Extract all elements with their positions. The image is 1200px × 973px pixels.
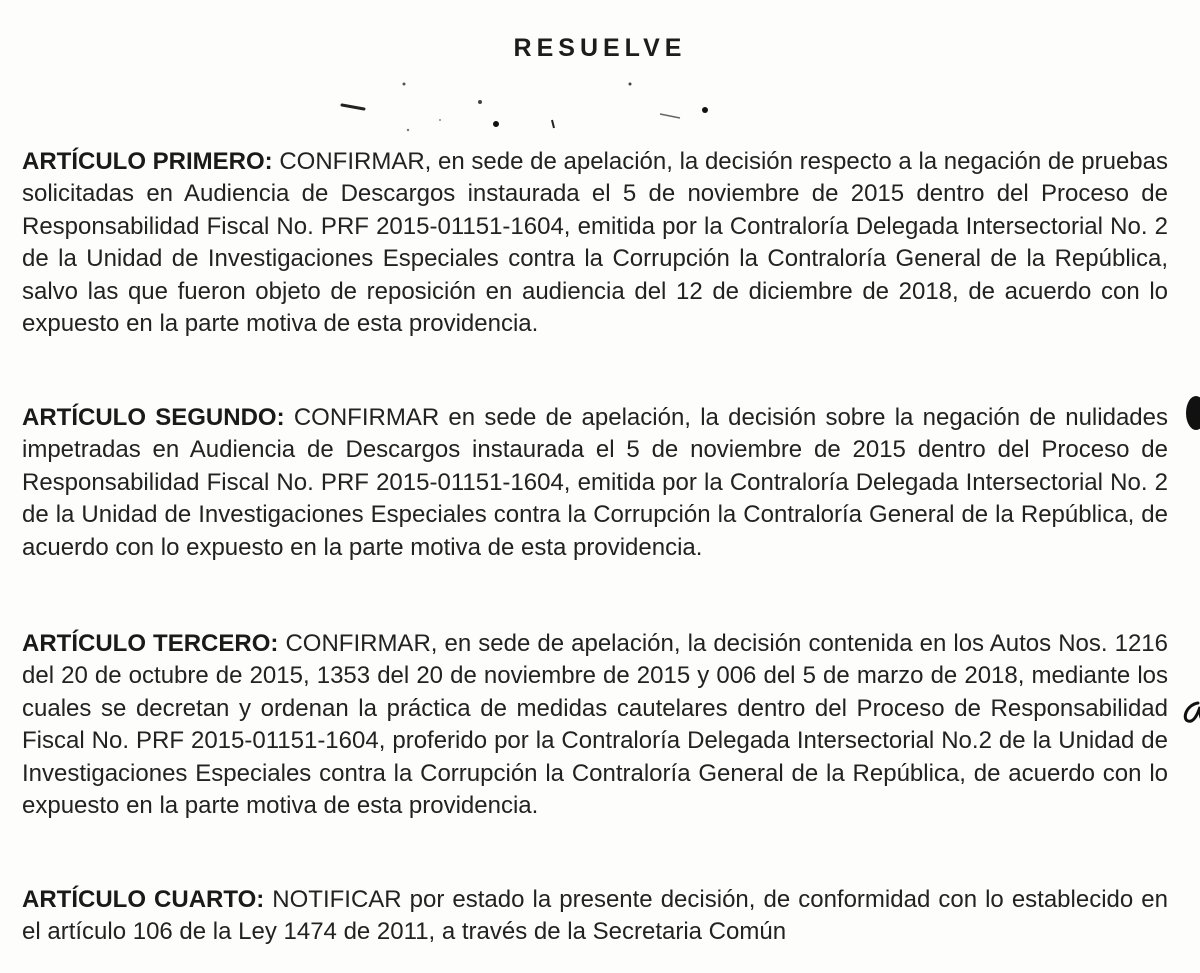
margin-handwriting-mark bbox=[1174, 693, 1200, 733]
article-segundo-label: ARTÍCULO SEGUNDO: bbox=[22, 404, 285, 431]
section-heading: RESUELVE bbox=[513, 34, 687, 62]
article-cuarto-label: ARTÍCULO CUARTO: bbox=[22, 886, 265, 913]
scan-speckles bbox=[320, 72, 740, 142]
article-primero bbox=[22, 146, 1168, 340]
article-tercero-text: CONFIRMAR, en sede de apelación, la decisión contenida en los Autos Nos. 1216 del 20 de octubre de 2015, 1353 del 20 de noviembre de 2015 y 006 del 5 de marzo de 2018, mediante los cuales se decretan y ordenan la práctica de medidas cautelares dentro del Proceso de Responsabilidad Fiscal No. PRF 2015-01151-1604, proferido por la Contraloría Delegada Intersectorial No.2 de la Unidad de Investigaciones Especiales contra la Corrupción la Contraloría General de la República, de acuerdo con lo expuesto en la parte motiva de esta providencia. bbox=[22, 630, 1169, 820]
article-tercero-label: ARTÍCULO TERCERO: bbox=[22, 630, 279, 657]
article-cuarto bbox=[22, 884, 1168, 949]
margin-ink-mark bbox=[1186, 396, 1200, 430]
article-segundo bbox=[22, 402, 1168, 564]
article-tercero bbox=[22, 628, 1168, 822]
article-segundo-text: CONFIRMAR en sede de apelación, la decisión sobre la negación de nulidades impetradas en Audiencia de Descargos instaurada el 5 de noviembre de 2015 dentro del Proceso de Responsabilidad Fiscal No. PRF 2015-01151-1604, emitida por la Contraloría Delegada Intersectorial No. 2 de la Unidad de Investigaciones Especiales contra la Corrupción la Contraloría General de la República, de acuerdo con lo expuesto en la parte motiva de esta providencia. bbox=[22, 404, 1168, 561]
article-cuarto-text: NOTIFICAR por estado la presente decisión, de conformidad con lo establecido en el artículo 106 de la Ley 1474 de 2011, a través de la Secretaria Común bbox=[22, 886, 1168, 946]
article-primero-label: ARTÍCULO PRIMERO: bbox=[22, 148, 273, 175]
article-primero-text: CONFIRMAR, en sede de apelación, la decisión respecto a la negación de pruebas solicitadas en Audiencia de Descargos instaurada el 5 de noviembre de 2015 dentro del Proceso de Responsabilidad Fiscal No. PRF 2015-01151-1604, emitida por la Contraloría Delegada Intersectorial No. 2 de la Unidad de Investigaciones Especiales contra la Corrupción la Contraloría General de la República, salvo las que fueron objeto de reposición en audiencia del 12 de diciembre de 2018, de acuerdo con lo expuesto en la parte motiva de esta providencia. bbox=[22, 148, 1169, 338]
